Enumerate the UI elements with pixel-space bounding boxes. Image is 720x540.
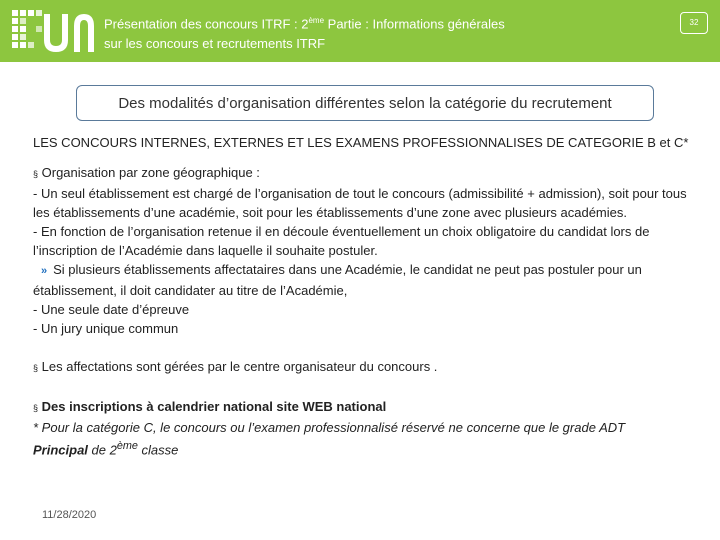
footnote-bold: Principal bbox=[33, 442, 88, 458]
subtitle-box bbox=[76, 85, 654, 121]
footer-date: 11/28/2020 bbox=[42, 509, 97, 521]
slide-content bbox=[33, 133, 693, 459]
section1-line3-text: Si plusieurs établissements affectataires dans une Académie, le candidat ne peut pas postuler pour un établissement, il doit candidater au titre de l’Académie, bbox=[33, 262, 642, 298]
subtitle-text: Des modalités d’organisation différentes selon la catégorie du recrutement bbox=[118, 94, 612, 112]
bullet-icon: § bbox=[33, 169, 39, 179]
presentation-title bbox=[104, 11, 524, 54]
footnote-text-1: * Pour la catégorie C, le concours ou l’examen professionnalisé réservé ne concerne que le grade ADT bbox=[33, 420, 626, 435]
footnote-text-2: de 2 bbox=[87, 442, 117, 458]
section1-line4: - Une seule date d’épreuve bbox=[33, 302, 190, 317]
section2 bbox=[33, 357, 693, 378]
footnote-superscript: ème bbox=[116, 440, 138, 452]
university-logo bbox=[8, 6, 96, 58]
section1-line2: - En fonction de l’organisation retenue il en découle éventuellement un choix obligatoire du candidat lors de l’inscription de l’Académie dans laquelle il souhaite postuler. bbox=[33, 224, 650, 258]
arrow-bullet-icon: » bbox=[41, 265, 48, 277]
section3-text: Des inscriptions à calendrier national site WEB national bbox=[41, 399, 387, 414]
content-heading: LES CONCOURS INTERNES, EXTERNES ET LES EXAMENS PROFESSIONNALISES DE CATEGORIE B et C* bbox=[33, 135, 689, 150]
bullet-icon: § bbox=[33, 363, 39, 373]
footnote bbox=[33, 418, 693, 459]
footnote-text-3: classe bbox=[137, 442, 179, 458]
section1-line3 bbox=[33, 260, 693, 300]
section1-line5: - Un jury unique commun bbox=[33, 321, 179, 336]
section1-line1: - Un seul établissement est chargé de l’organisation de tout le concours (admissibilité + admission), soit pour tous les établissements d’une académie, soit pour les établissements d’une zone avec plusieurs académies. bbox=[33, 186, 687, 220]
header-bar bbox=[0, 0, 720, 62]
title-text-1: Présentation des concours ITRF : 2 bbox=[104, 16, 309, 32]
section2-text: Les affectations sont gérées par le centre organisateur du concours . bbox=[41, 359, 438, 374]
section1-title bbox=[33, 163, 693, 184]
slide-number-badge: 32 bbox=[680, 12, 708, 34]
section1-title-text: Organisation par zone géographique : bbox=[41, 165, 260, 180]
bullet-icon: § bbox=[33, 403, 39, 413]
title-superscript: ème bbox=[308, 16, 325, 25]
section3 bbox=[33, 397, 693, 418]
title-text-2: Partie : Informations générales sur les concours et recrutements ITRF bbox=[104, 16, 505, 52]
